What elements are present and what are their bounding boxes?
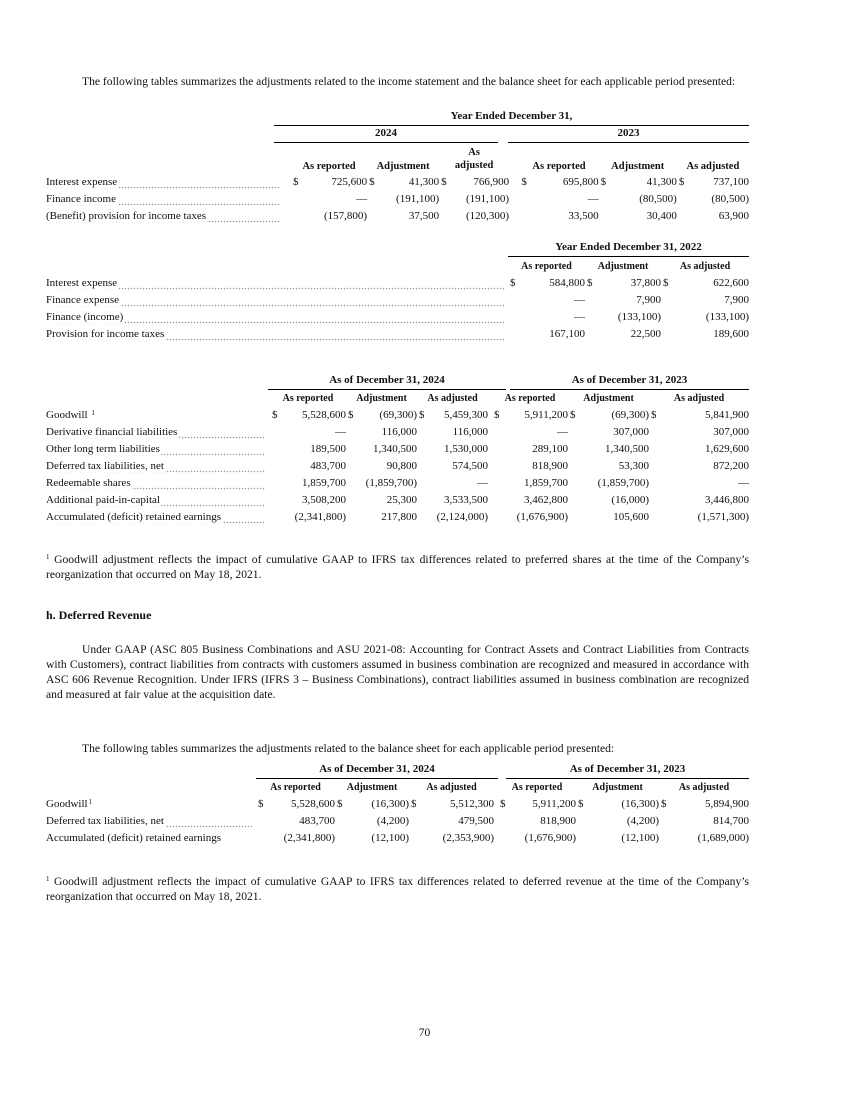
col-header-adjustment: Adjustment — [583, 393, 634, 404]
footnote-mark: 1 — [88, 798, 93, 806]
table-row: Finance expense — 7,900 7,900 — [46, 292, 749, 309]
table-row: Additional paid-in-capital 3,508,200 25,300 3,533,500 3,462,800 (16,000) 3,446,800 — [46, 492, 749, 509]
table-row: Interest expense $ 725,600 $ 41,300 $ 766,900 $ 695,800 $ 41,300 $ 737,100 — [46, 174, 749, 191]
intro-paragraph: The following tables summarizes the adjustments related to the income statement and the balance sheet for each applicable period presented: — [82, 75, 736, 88]
table-row: Finance income — (191,100) (191,100) — (80,500) (80,500) — [46, 191, 749, 208]
table-row: Other long term liabilities 189,500 1,340,500 1,530,000 289,100 1,340,500 1,629,600 — [46, 441, 749, 458]
col-header-as-reported: As reported — [504, 393, 556, 404]
table-row: Accumulated (deficit) retained earnings (2,341,800) 217,800 (2,124,000) (1,676,900) 105,600 (1,571,300) — [46, 509, 749, 526]
income-period-title: Year Ended December 31, — [274, 110, 749, 126]
table-row: Finance (income) — (133,100) (133,100) — [46, 309, 749, 326]
col-header-adjustment: Adjustment — [346, 782, 398, 793]
table-row: Interest expense $ 584,800 $ 37,800 $ 622,600 — [46, 275, 749, 292]
balance-table-1 — [46, 390, 749, 526]
income-year-2023: 2023 — [508, 127, 749, 143]
table-row: Deferred tax liabilities, net 483,700 (4,200) 479,500 818,900 (4,200) 814,700 — [46, 813, 749, 830]
col-header-adjustment: Adjustment — [592, 782, 643, 793]
balance1-period-2023: As of December 31, 2023 — [510, 374, 749, 390]
income-table-2022 — [46, 258, 749, 343]
table-row: Redeemable shares 1,859,700 (1,859,700) — 1,859,700 (1,859,700) — — [46, 475, 749, 492]
col-header-as-reported: As reported — [302, 161, 356, 172]
income-year-2024: 2024 — [274, 127, 498, 143]
col-header-as-reported: As reported — [282, 393, 334, 404]
col-header-adjustment: Adjustment — [356, 393, 407, 404]
intro-paragraph-2: The following tables summarizes the adjustments related to the balance sheet for each applicable period presented: — [82, 742, 615, 755]
col-header-as-reported: As reported — [511, 782, 563, 793]
balance2-period-2024: As of December 31, 2024 — [256, 763, 498, 779]
col-header-as-reported: As reported — [521, 261, 572, 272]
col-header-as-reported: As reported — [270, 782, 321, 793]
balance-table-2 — [46, 779, 749, 847]
col-header-as-adjusted: As adjusted — [426, 782, 477, 793]
table-row: Provision for income taxes 167,100 22,500 189,600 — [46, 326, 749, 343]
col-header-as-adjusted: As adjusted — [673, 393, 725, 404]
col-header-as-adjusted: As adjusted — [678, 782, 730, 793]
balance2-period-2023: As of December 31, 2023 — [506, 763, 749, 779]
income-2022-period-title: Year Ended December 31, 2022 — [508, 241, 749, 257]
col-header-adjustment: Adjustment — [597, 261, 649, 272]
balance1-period-2024: As of December 31, 2024 — [268, 374, 506, 390]
table-row: Goodwill $^1$ $ 5,528,600 $ (69,300) $ 5,459,300 $ 5,911,200 $ (69,300) $ 5,841,900 — [46, 409, 749, 421]
section-paragraph: Under GAAP (ASC 805 Business Combinations and ASU 2021-08: Accounting for Contract Assets and Contract Liabilities from Contracts with Customers), contract liabilities from contracts with customers assumed in business combination are recognized and measured in accordance with ASC 606 Revenue Recognition. Under IFRS (IFRS 3 – Business Combinations), contract liabilities assumed in business combination are recognized and measured at fair value at the acquisition date. — [46, 643, 749, 701]
table-row: (Benefit) provision for income taxes (157,800) 37,500 (120,300) 33,500 30,400 63,900 — [46, 208, 749, 225]
table-row: Accumulated (deficit) retained earnings (2,341,800) (12,100) (2,353,900) (1,676,900) (12,100) (1,689,000) — [46, 832, 749, 844]
col-header-as-adjusted: As adjusted — [427, 393, 478, 404]
col-header-adjustment: Adjustment — [611, 161, 665, 172]
col-header-as-adjusted: As adjusted — [679, 261, 731, 272]
col-header-as-adjusted: As adjusted — [454, 147, 494, 171]
table-row: Derivative financial liabilities — 116,000 116,000 — 307,000 307,000 — [46, 424, 749, 441]
footnote-mark: 1 — [91, 409, 95, 417]
col-header-as-reported: As reported — [532, 161, 586, 172]
footnote-1: $^1$ Goodwill adjustment reflects the impact of cumulative GAAP to IFRS tax differences related to preferred shares at the time of the Company’s reorganization that occurred on May 18, 2021. — [46, 553, 749, 581]
col-header-adjustment: Adjustment — [376, 161, 430, 172]
page-number: 70 — [418, 1027, 431, 1039]
table-row: Goodwill$^1$ $ 5,528,600 $ (16,300) $ 5,512,300 $ 5,911,200 $ (16,300) $ 5,894,900 — [46, 798, 749, 810]
footnote-2: $^1$ Goodwill adjustment reflects the impact of cumulative GAAP to IFRS tax differences related to deferred revenue at the time of the Company’s reorganization that occurred on May 18, 2021. — [46, 875, 749, 903]
col-header-as-adjusted: As adjusted — [686, 161, 740, 172]
section-heading: h. Deferred Revenue — [46, 608, 152, 622]
income-table-2024-2023 — [46, 144, 749, 225]
table-row: Deferred tax liabilities, net 483,700 90,800 574,500 818,900 53,300 872,200 — [46, 458, 749, 475]
